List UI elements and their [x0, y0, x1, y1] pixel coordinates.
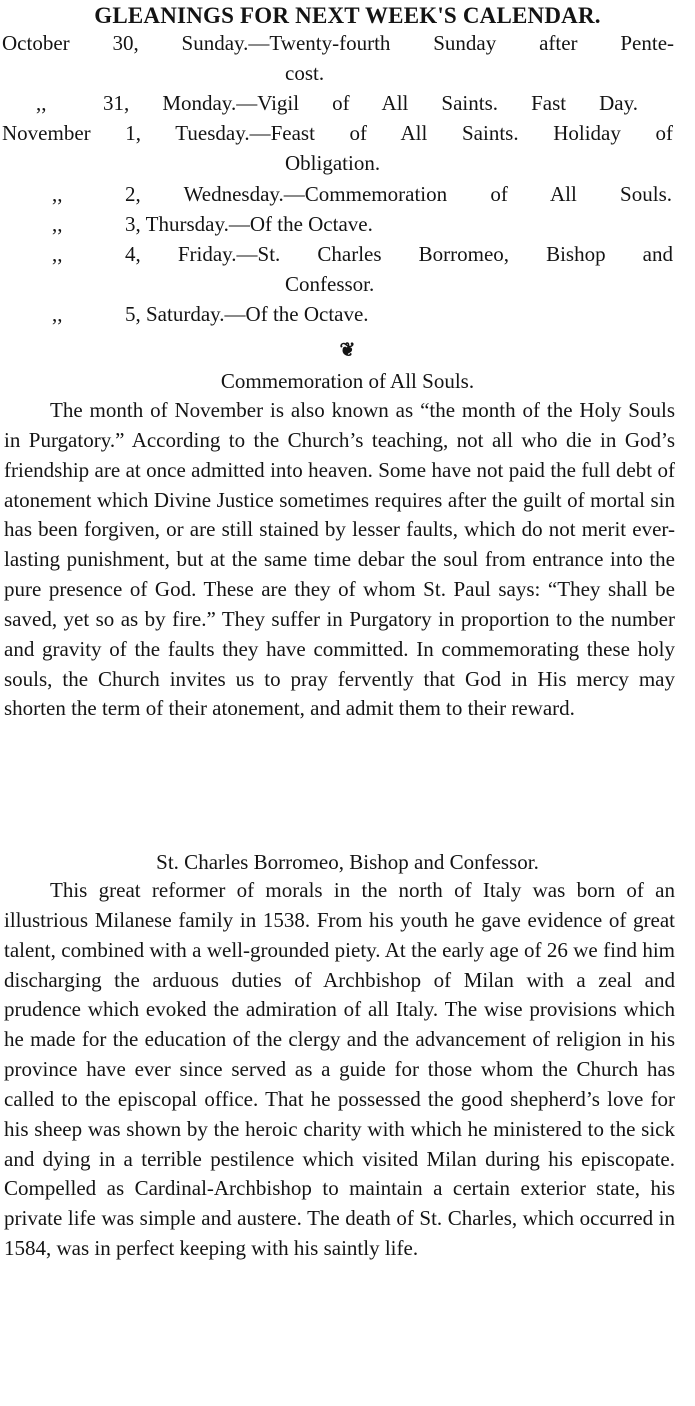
section-heading-all-souls: Commemoration of All Souls.: [220, 369, 475, 393]
calendar-continuation: Obligation.: [285, 151, 381, 175]
calendar-text: Tuesday.—Feast of All Saints. Holiday of: [175, 121, 674, 145]
calendar-text: Friday.—St. Charles Borromeo, Bishop and: [177, 242, 673, 266]
calendar-date: 4,: [125, 242, 141, 266]
calendar-text: Monday.—Vigil of All Saints. Fast Day.: [162, 91, 638, 115]
calendar-ditto-mark: ,,: [52, 242, 63, 266]
calendar-date: October 30,: [2, 31, 139, 55]
calendar-text: Saturday.—Of the Octave.: [146, 302, 369, 326]
calendar-entry-nov-1: [2, 118, 673, 148]
calendar-ditto-mark: ,,: [52, 302, 63, 326]
calendar-text: Wednesday.—Commemoration of All Souls.: [183, 182, 672, 206]
calendar-date: 3,: [125, 212, 141, 236]
calendar-entry-nov-2: [125, 179, 672, 209]
fleuron-ornament-icon: ❦: [339, 340, 356, 361]
calendar-continuation: cost.: [285, 61, 325, 85]
calendar-ditto-mark: ,,: [36, 91, 47, 115]
calendar-ditto-mark: ,,: [52, 182, 63, 206]
article-paragraph-st-charles: This great reformer of morals in the north of Italy was born of an illustrious Milanese family in 1538. From his youth he gave evidence of great talent, combined with a well-grounded piety. At the early age of 26 we find him discharging the arduous duties of Archbishop of Milan with a zeal and prudence which evoked the admiration of all Italy. The wise provisions which he made for the education of the clergy and the advancement of religion in his province have ever since served as a guide for those whom the Church has called to the episcopal office. That he possessed the good shepherd’s love for his sheep was shown by the heroic charity with which he ministered to the sick and dying in a terrible pestilence which visited Milan during his episcopate. Compelled as Cardinal-Archbishop to maintain a certain exterior state, his private life was simple and austere. The death of St. Charles, which occurred in 1584, was in perfect keeping with his saintly life.: [4, 878, 675, 1261]
calendar-entry-oct-31: [103, 88, 638, 118]
calendar-entry-nov-4: [125, 239, 673, 269]
calendar-text: Sunday.—Twenty-fourth Sunday after Pente-: [181, 31, 675, 55]
calendar-entry-nov-3: [125, 209, 373, 239]
calendar-entry-nov-5: [125, 299, 369, 329]
section-heading-st-charles: St. Charles Borromeo, Bishop and Confessor.: [156, 850, 539, 874]
calendar-date: 31,: [103, 91, 130, 115]
calendar-text: Thursday.—Of the Octave.: [145, 212, 373, 236]
calendar-entry-oct-30: [2, 28, 674, 58]
calendar-ditto-mark: ,,: [52, 212, 63, 236]
calendar-date: November 1,: [2, 121, 142, 145]
article-paragraph-all-souls: The month of November is also known as “the month of the Holy Souls in Purgatory.” According to the Church’s teaching, not all who die in God’s friendship are at once admitted into heaven. Some have not paid the full debt of atonement which Divine Justice sometimes requires after the guilt of mortal sin has been forgiven, or are still stained by lesser faults, which do not merit ever-lasting punishment, but at the same time debar the soul from entrance into the pure presence of God. These are they of whom St. Paul says: “They shall be saved, yet so as by fire.” They suffer in Purgatory in proportion to the number and gravity of the faults they have committed. In commemorating these holy souls, the Church invites us to pray fervently that God in His mercy may shorten the term of their atonement, and admit them to their reward.: [4, 398, 675, 721]
calendar-date: 2,: [125, 182, 141, 206]
calendar-continuation: Confessor.: [285, 272, 375, 296]
calendar-title: GLEANINGS FOR NEXT WEEK'S CALENDAR.: [94, 3, 601, 28]
calendar-date: 5,: [125, 302, 141, 326]
